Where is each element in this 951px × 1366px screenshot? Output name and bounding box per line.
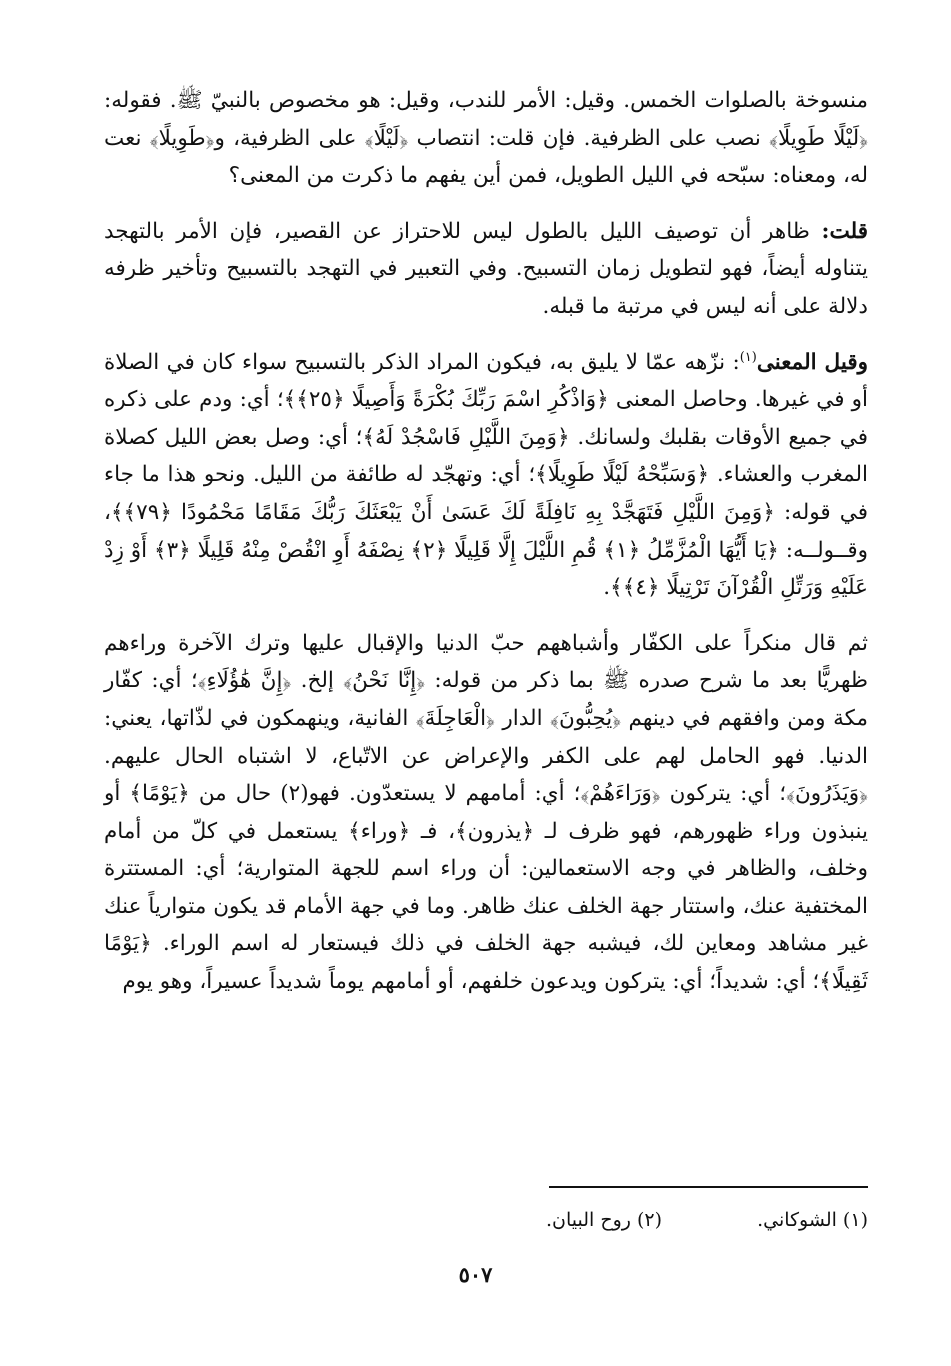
footnote-2: (٢) روح البيان.: [545, 1209, 663, 1231]
footnote-1: (١) الشوكاني.: [757, 1209, 868, 1231]
paragraph-2-lead: قلت:: [821, 218, 868, 244]
paragraph-2-text: ظاهر أن توصيف الليل بالطول ليس للاحتراز عن القصير، فإن الأمر بالتهجد يتناوله أيضاً، فهو لتطويل زمان التسبيح. وفي التعبير في التهجد بالتسبيح وتأخير ظرفه دلالة على أنه ليس في مرتبة ما قبله.: [104, 218, 868, 319]
footnotes: [268, 1205, 868, 1235]
paragraph-3: [104, 344, 868, 607]
paragraph-4-text: ثم قال منكراً على الكفّار وأشباههم حبّ الدنيا والإقبال عليها وترك الآخرة وراءهم ظهريًّا بعد ما شرح صدره ﷺ بما ذكر من قوله: ﴿إِنَّا نَحْنُ﴾ إلخ. ﴿إِنَّ هَٰؤُلَاءِ﴾؛ أي: كفّار مكة ومن وافقهم في دينهم ﴿يُحِبُّونَ﴾ الدار ﴿الْعَاجِلَةَ﴾ الفانية، وينهمكون في لذّاتها، يعني: الدنيا. فهو الحامل لهم على الكفر والإعراض عن الاتّباع، لا اشتباه الحال عليهم. ﴿وَيَذَرُونَ﴾؛ أي: يتركون ﴿وَرَاءَهُمْ﴾؛ أي: أمامهم لا يستعدّون. فهو(٢) حال من ﴿يَوْمًا﴾ أو ينبذون وراء ظهورهم، فهو ظرف لـ ﴿يذرون﴾، فـ ﴿وراء﴾ يستعمل في كلّ من أمام وخلف، والظاهر في وجه الاستعمالين: أن وراء اسم للجهة المتوارية؛ أي: المستترة المختفية عنك، واستتار جهة الخلف عنك ظاهر. وما في جهة الأمام قد يكون متوارياً عنك غير مشاهد ومعاين لك، فيشبه جهة الخلف في ذلك فيستعار له اسم الوراء. ﴿يَوْمًا ثَقِيلًا﴾؛ أي: شديداً؛ أي: يتركون ويدعون خلفهم، أو أمامهم يوماً شديداً عسيراً، وهو يوم: [104, 630, 868, 995]
page-body: [104, 82, 868, 1001]
paragraph-1-text: منسوخة بالصلوات الخمس. وقيل: الأمر للندب، وقيل: هو مخصوص بالنبيّ ﷺ. فقوله: ﴿لَيْلًا طَوِيلًا﴾ نصب على الظرفية. فإن قلت: انتصاب ﴿لَيْلًا﴾ على الظرفية، و﴿طَوِيلًا﴾ نعت له، ومعناه: سبّحه في الليل الطويل، فمن أين يفهم ما ذكرت من المعنى؟: [104, 88, 868, 189]
paragraph-1: [104, 82, 868, 195]
footnote-divider: [549, 1186, 868, 1188]
paragraph-2: [104, 213, 868, 326]
paragraph-3-lead: وقيل المعنى: [756, 349, 868, 375]
footnote-ref-1: (١): [739, 349, 757, 365]
paragraph-4: [104, 625, 868, 1001]
paragraph-3-text: : نزّهه عمّا لا يليق به، فيكون المراد الذكر بالتسبيح سواء كان في الصلاة أو في غيرها. وحاصل المعنى ﴿وَاذْكُرِ اسْمَ رَبِّكَ بُكْرَةً وَأَصِيلًا ﴿٢٥﴾﴾؛ أي: ودم على ذكره في جميع الأوقات بقلبك ولسانك. ﴿وَمِنَ اللَّيْلِ فَاسْجُدْ لَهُ﴾؛ أي: وصل بعض الليل كصلاة المغرب والعشاء. ﴿وَسَبِّحْهُ لَيْلًا طَوِيلًا﴾؛ أي: وتهجّد له طائفة من الليل. ونحو هذا ما جاء في قوله: ﴿وَمِنَ اللَّيْلِ فَتَهَجَّدْ بِهِ نَافِلَةً لَكَ عَسَىٰ أَنْ يَبْعَثَكَ رَبُّكَ مَقَامًا مَحْمُودًا ﴿٧٩﴾﴾، وقــولــه: ﴿يَا أَيُّهَا الْمُزَّمِّلُ ﴿١﴾ قُمِ اللَّيْلَ إِلَّا قَلِيلًا ﴿٢﴾ نِصْفَهُ أَوِ انْقُصْ مِنْهُ قَلِيلًا ﴿٣﴾ أَوْ زِدْ عَلَيْهِ وَرَتِّلِ الْقُرْآنَ تَرْتِيلًا ﴿٤﴾﴾.: [104, 349, 869, 601]
page-number: ٥٠٧: [458, 1262, 493, 1287]
